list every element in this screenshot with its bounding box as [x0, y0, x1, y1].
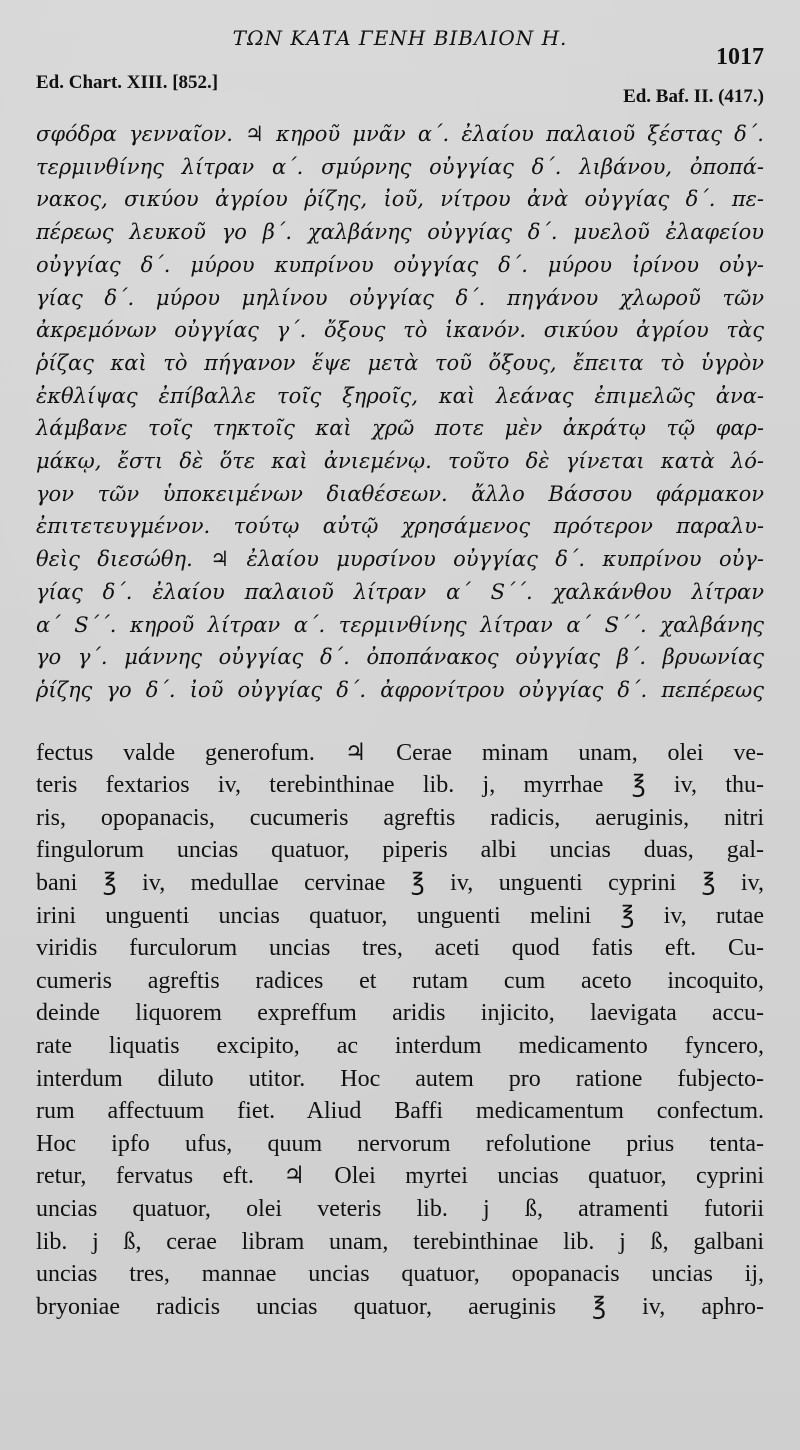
- latin-text-line: irini unguenti uncias quatuor, unguenti melini ℥ iv, rutae: [36, 902, 764, 929]
- greek-text-line: θεὶς διεσώθη. ♃ ἐλαίου μυρσίνου οὐγγίας δ΄. κυπρίνου οὐγ-: [36, 547, 764, 572]
- greek-text-block: [36, 118, 764, 707]
- greek-text-line: α΄ S΄΄. κηροῦ λίτραν α΄. τερμινθίνης λίτραν α΄ S΄΄. χαλβάνης: [36, 612, 764, 637]
- greek-text-line: ἐκθλίψας ἐπίβαλλε τοῖς ξηροῖς, καὶ λεάνας ἐπιμελῶς ἀνα-: [36, 383, 764, 408]
- latin-text-line: interdum diluto utitor. Hoc autem pro ratione fubjecto-: [36, 1065, 764, 1092]
- greek-text-line: γον τῶν ὑποκειμένων διαθέσεων. ἄλλο Βάσσου φάρμακον: [36, 481, 764, 506]
- edition-reference-left: Ed. Chart. XIII. [852.]: [36, 72, 219, 93]
- greek-text-line: γο γ΄. μάννης οὐγγίας δ΄. ὀποπάνακος οὐγγίας β΄. βρυωνίας: [36, 645, 764, 670]
- latin-text-line: cumeris agreftis radices et rutam cum aceto incoquito,: [36, 967, 764, 994]
- greek-text-line: πέρεως λευκοῦ γο β΄. χαλβάνης οὐγγίας δ΄. μυελοῦ ἐλαφείου: [36, 220, 764, 245]
- greek-text-line: ἐπιτετευγμένον. τούτῳ αὐτῷ χρησάμενος πρότερον παραλυ-: [36, 514, 764, 539]
- greek-text-line: λάμβανε τοῖς τηκτοῖς καὶ χρῶ ποτε μὲν ἀκράτῳ τῷ φαρ-: [36, 416, 764, 441]
- latin-text-line: rate liquatis excipito, ac interdum medicamento fyncero,: [36, 1033, 764, 1059]
- latin-text-line: Hoc ipfo ufus, quum nervorum refolutione prius tenta-: [36, 1130, 764, 1157]
- latin-text-line: fingulorum uncias quatuor, piperis albi uncias duas, gal-: [36, 837, 764, 864]
- latin-text-line: fectus valde generofum. ♃ Cerae minam unam, olei ve-: [36, 739, 764, 766]
- greek-text-line: νακος, σικύου ἀγρίου ῥίζης, ἰοῦ, νίτρου ἀνὰ οὐγγίας δ΄. πε-: [36, 187, 764, 212]
- latin-text-line: uncias tres, mannae uncias quatuor, opopanacis uncias ij,: [36, 1261, 764, 1288]
- latin-text-line: bryoniae radicis uncias quatuor, aeruginis ℥ iv, aphro-: [36, 1293, 764, 1320]
- latin-text-line: ris, opopanacis, cucumeris agreftis radicis, aeruginis, nitri: [36, 804, 764, 831]
- latin-text-line: retur, fervatus eft. ♃ Olei myrtei uncias quatuor, cyprini: [36, 1163, 764, 1190]
- greek-text-line: ῥίζας καὶ τὸ πήγανον ἕψε μετὰ τοῦ ὄξους, ἔπειτα τὸ ὑγρὸν: [36, 350, 764, 375]
- greek-text-line: γίας δ΄. μύρου μηλίνου οὐγγίας δ΄. πηγάνου χλωροῦ τῶν: [36, 285, 764, 310]
- running-title: ΤΩΝ ΚΑΤΑ ΓΕΝΗ ΒΙΒΛΙΟΝ Η.: [232, 26, 568, 50]
- latin-text-line: deinde liquorem expreffum aridis injicito, laevigata accu-: [36, 1000, 764, 1027]
- latin-text-block: [36, 737, 764, 1324]
- greek-text-line: οὐγγίας δ΄. μύρου κυπρίνου οὐγγίας δ΄. μύρου ἰρίνου οὐγ-: [36, 252, 764, 277]
- latin-text-line: uncias quatuor, olei veteris lib. j ß, atramenti futorii: [36, 1195, 764, 1222]
- latin-text-line: viridis furculorum uncias tres, aceti quod fatis eft. Cu-: [36, 935, 764, 962]
- greek-text-line: σφόδρα γενναῖον. ♃ κηροῦ μνᾶν α΄. ἐλαίου παλαιοῦ ξέστας δ΄.: [36, 122, 764, 146]
- greek-text-line: τερμινθίνης λίτραν α΄. σμύρνης οὐγγίας δ΄. λιβάνου, ὀποπά-: [36, 154, 764, 179]
- greek-text-line: μάκῳ, ἔστι δὲ ὅτε καὶ ἀνιεμένῳ. τοῦτο δὲ γίνεται κατὰ λό-: [36, 449, 764, 474]
- greek-text-line: ῥίζης γο δ΄. ἰοῦ οὐγγίας δ΄. ἀφρονίτρου οὐγγίας δ΄. πεπέρεως: [36, 677, 764, 702]
- latin-text-line: rum affectuum fiet. Aliud Baffi medicamentum confectum.: [36, 1098, 764, 1125]
- latin-text-line: lib. j ß, cerae libram unam, terebinthinae lib. j ß, galbani: [36, 1228, 764, 1255]
- page-header: [36, 26, 764, 107]
- greek-text-line: γίας δ΄. ἐλαίου παλαιοῦ λίτραν α΄ S΄΄. χαλκάνθου λίτραν: [36, 579, 764, 604]
- edition-reference-right: Ed. Baf. II. (417.): [623, 86, 764, 107]
- greek-text-line: ἀκρεμόνων οὐγγίας γ΄. ὄξους τὸ ἱκανόν. σικύου ἀγρίου τὰς: [36, 318, 764, 343]
- latin-text-line: teris fextarios iv, terebinthinae lib. j, myrrhae ℥ iv, thu-: [36, 772, 764, 799]
- page-number: 1017: [716, 44, 764, 70]
- latin-text-line: bani ℥ iv, medullae cervinae ℥ iv, unguenti cyprini ℥ iv,: [36, 870, 764, 897]
